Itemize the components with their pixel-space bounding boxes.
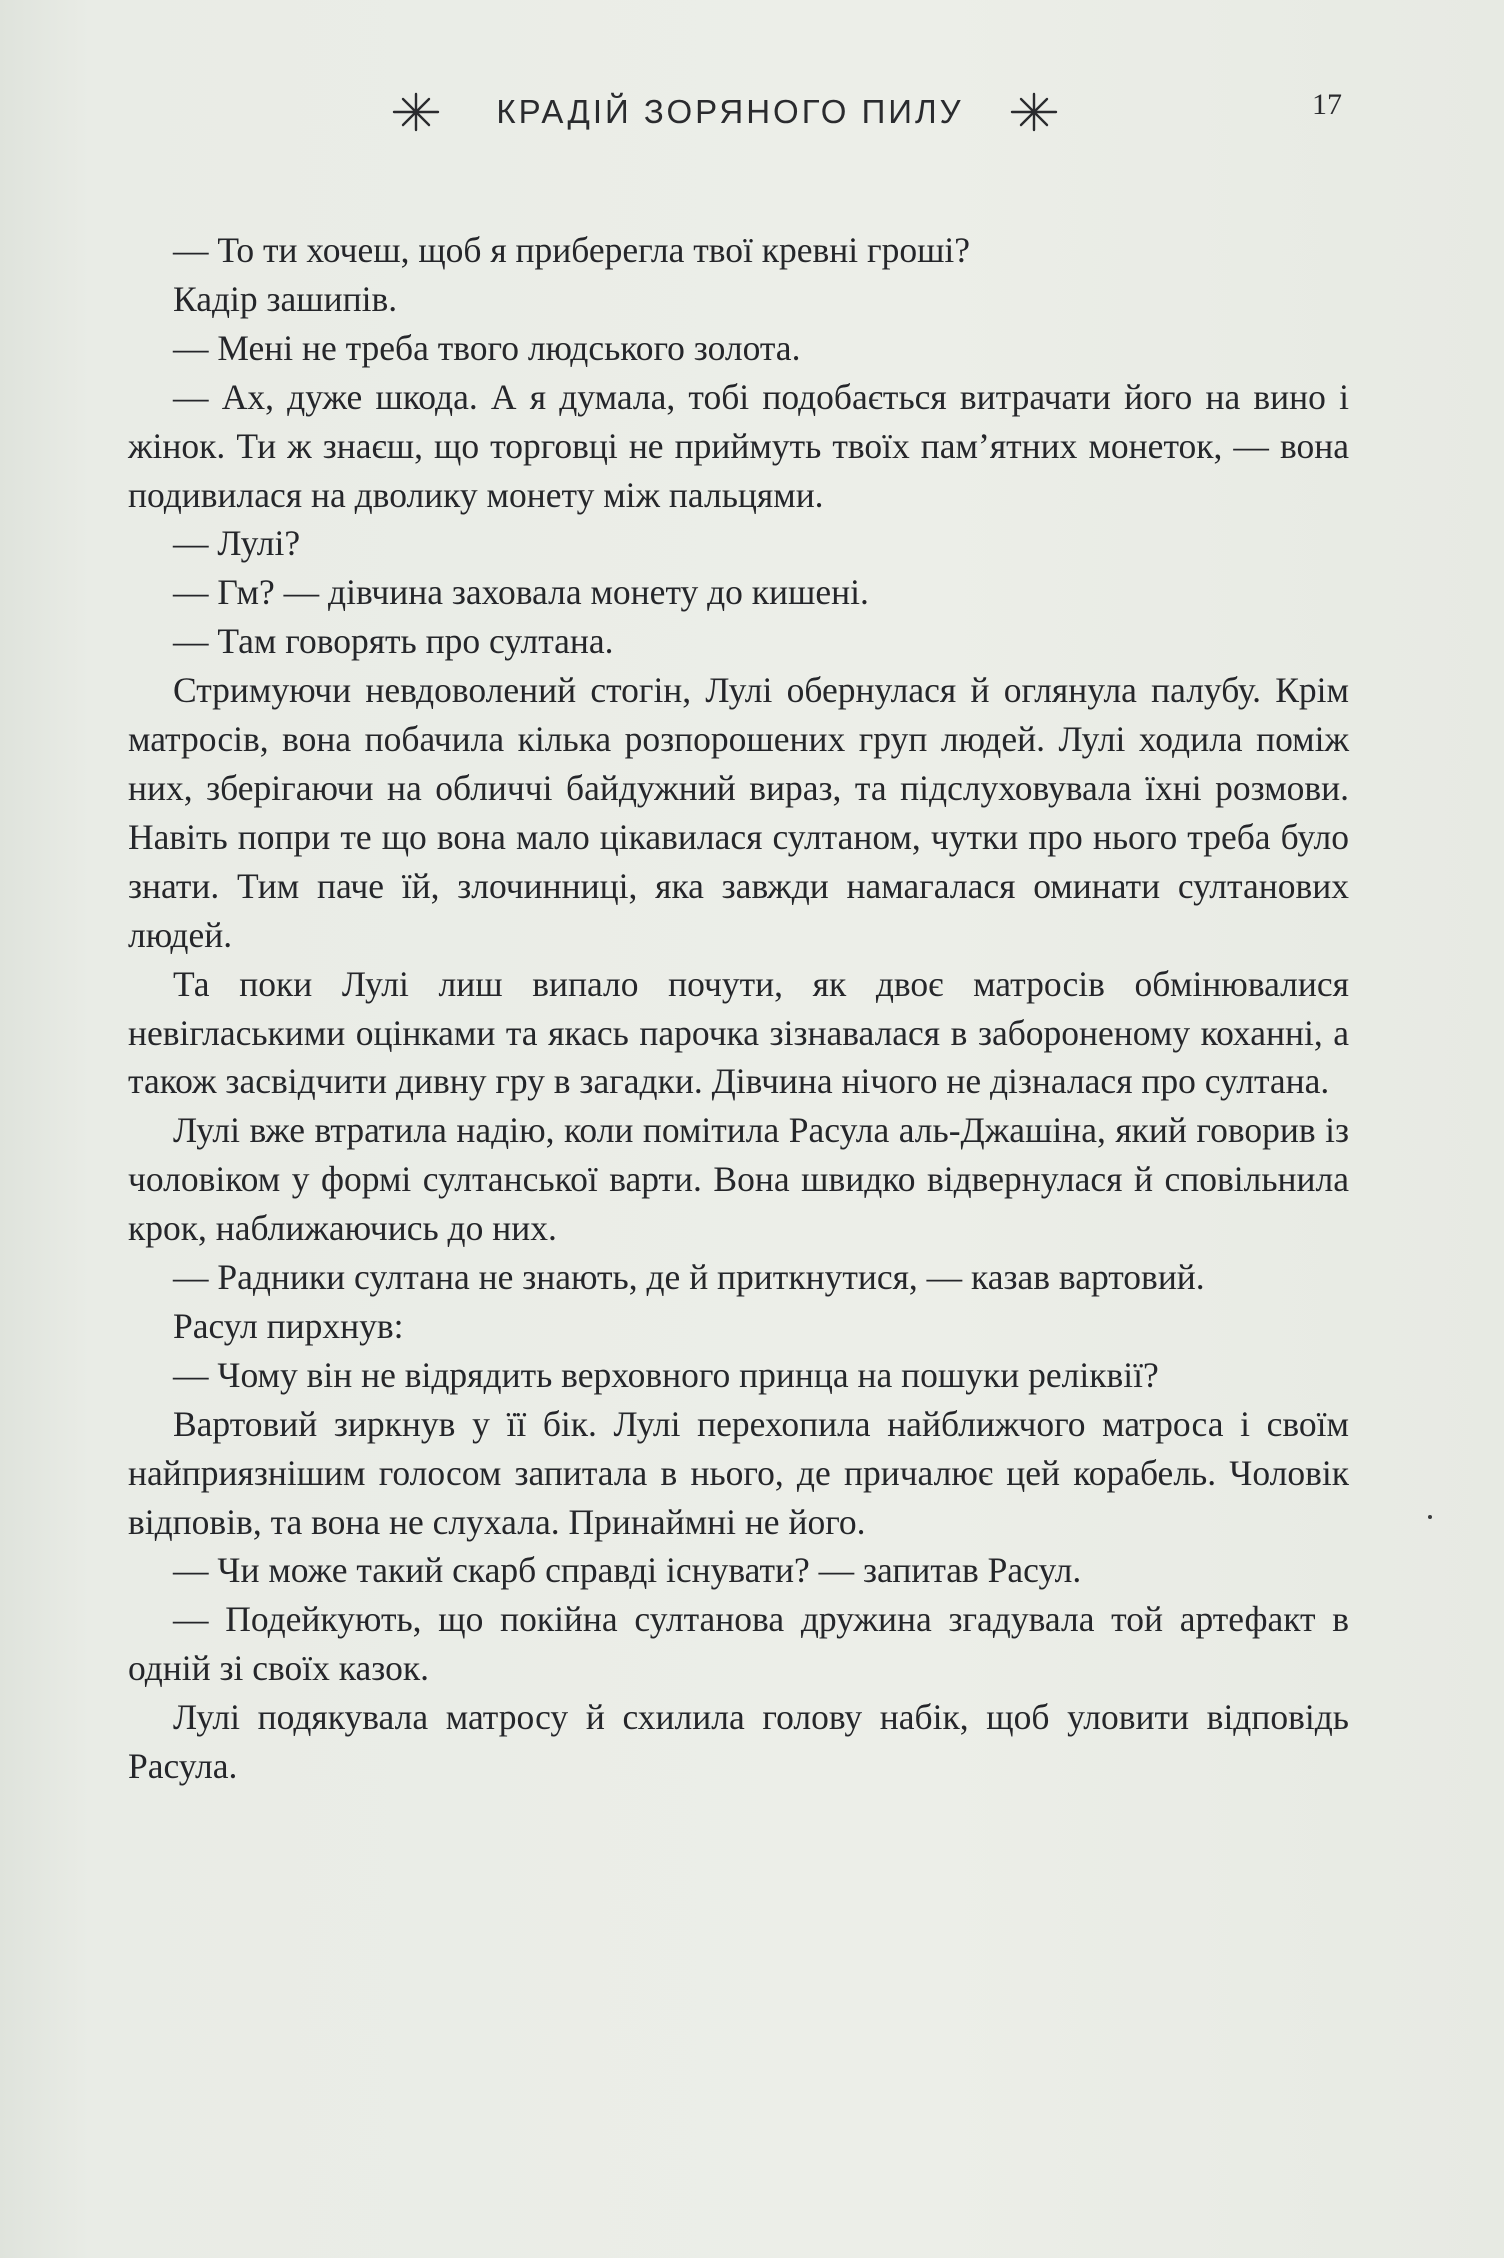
page-number: 17 [1312, 88, 1342, 121]
paragraph: — Мені не треба твого людського золота. [173, 327, 801, 368]
print-speck [1428, 1515, 1432, 1519]
paragraph: — То ти хочеш, щоб я приберегла твої кревні гроші? [173, 230, 971, 270]
star-ornament-icon [1010, 88, 1058, 136]
paragraph: Вартовий зиркнув у її бік. Лулі перехопила найближчого матроса і своїм найприязнішим голосом запитала в нього, де причалює цей корабель. Чоловік відповів, та вона не слухала. Принаймні не його. [128, 1403, 1349, 1542]
paragraph: Лулі вже втратила надію, коли помітила Расула аль-Джашіна, який говорив із чоловіком у формі султанської варти. Вона швидко відвернулася й сповільнила крок, наближаючись до них. [128, 1110, 1349, 1249]
paragraph: — Чи може такий скарб справді існувати? — запитав Расул. [173, 1550, 1082, 1591]
body-text [128, 226, 1349, 1791]
paragraph: — Ах, дуже шкода. А я думала, тобі подобається витрачати його на вино і жінок. Ти ж знаєш, що торговці не приймуть твоїх пам’ятних монеток, — вона подивилася на дволику монету між пальцями. [128, 376, 1349, 515]
running-head [0, 84, 1504, 140]
paragraph: Стримуючи невдоволений стогін, Лулі обернулася й оглянула палубу. Крім матросів, вона побачила кілька розпорошених груп людей. Лулі ходила поміж них, зберігаючи на обличчі байдужний вираз, та підслуховувала їхні розмови. Навіть попри те що вона мало цікавилася султаном, чутки про нього треба було знати. Тим паче їй, злочинниці, яка завжди намагалася оминати султанових людей. [128, 670, 1349, 955]
running-head-title: КРАДІЙ ЗОРЯНОГО ПИЛУ [496, 93, 964, 130]
paragraph: Кадір зашипів. [173, 278, 398, 319]
paragraph: — Лулі? [173, 523, 301, 564]
paragraph: — Чому він не відрядить верховного принца на пошуки реліквії? [173, 1354, 1159, 1395]
paragraph: Расул пирхнув: [173, 1305, 404, 1346]
paragraph: Лулі подякувала матросу й схилила голову набік, щоб уловити відповідь Расула. [128, 1697, 1349, 1787]
paragraph: — Подейкують, що покійна султанова дружина згадувала той артефакт в одній зі своїх казок. [128, 1599, 1349, 1689]
paragraph: — Там говорять про султана. [173, 621, 614, 662]
paragraph: Та поки Лулі лиш випало почути, як двоє матросів обмінювалися невігласькими оцінками та якась парочка зізнавалася в забороненому коханні, а також засвідчити дивну гру в загадки. Дівчина нічого не дізналася про султана. [128, 963, 1349, 1102]
paragraph: — Гм? — дівчина заховала монету до кишені. [173, 572, 869, 613]
paragraph: — Радники султана не знають, де й приткнутися, — казав вартовий. [173, 1257, 1205, 1298]
